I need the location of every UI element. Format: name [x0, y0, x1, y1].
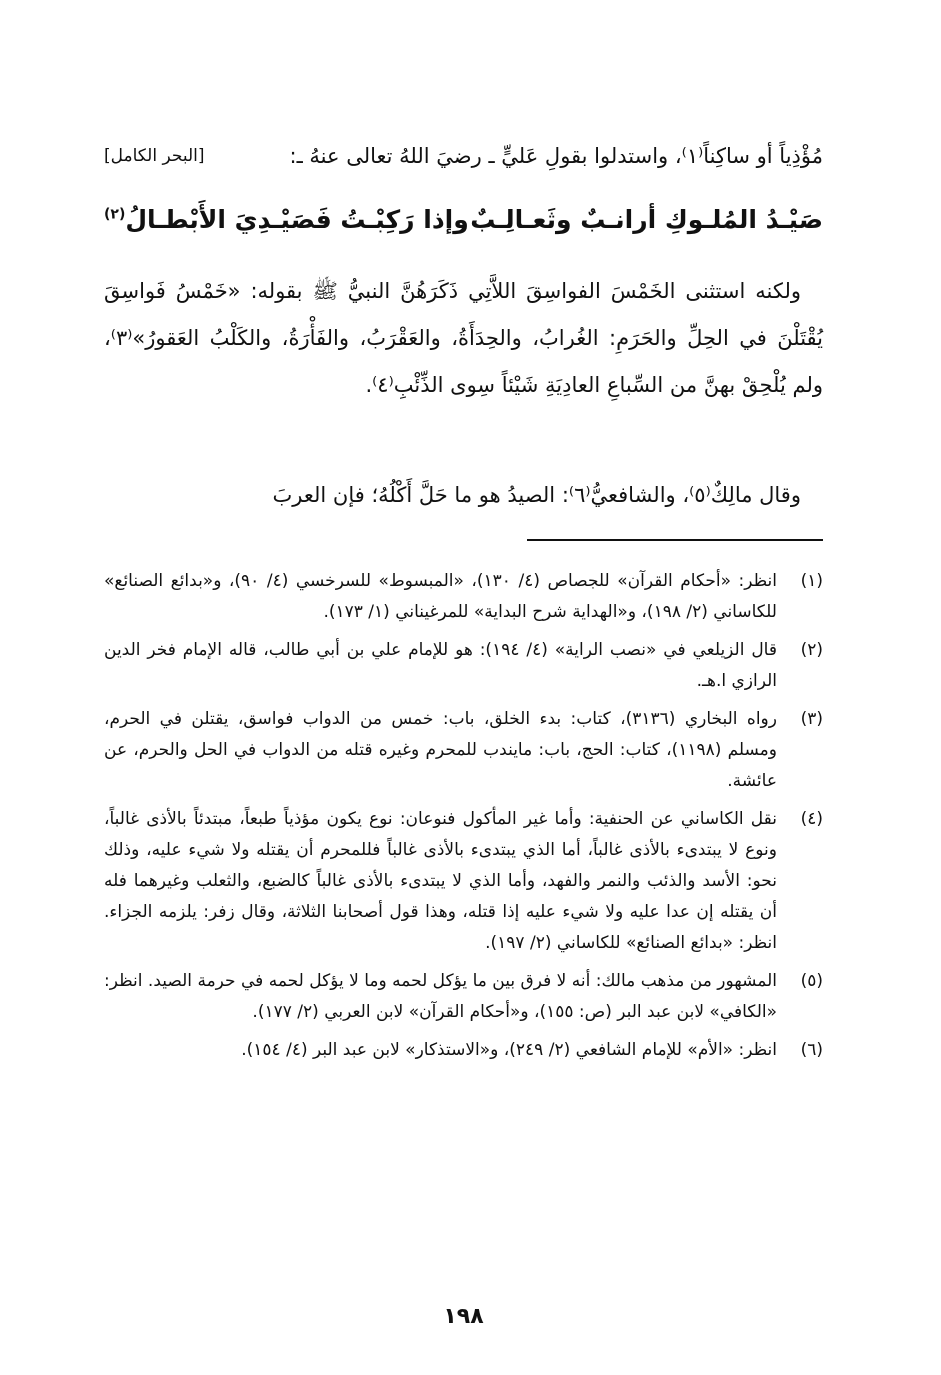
- footnote-number: (١): [800, 571, 823, 591]
- footnote-item: [104, 566, 823, 628]
- footnote-text: انظر: «الأم» للإمام الشافعي (٢/ ٢٤٩)، و«الاستذكار» لابن عبد البر (٤/ ١٥٤).: [241, 1040, 777, 1060]
- poem-verse: [104, 195, 823, 245]
- footnote-text: رواه البخاري (٣١٣٦)، كتاب: بدء الخلق، باب: خمس من الدواب فواسق، يقتلن في الحرم، ومسلم (١١٩٨)، كتاب: الحج، باب: مايندب للمحرم وغيره قتله من الدواب في الحل والحرم، عن عائشة.: [104, 709, 777, 791]
- body-paragraph-malik-shafii: وقال مالِكٌ⁽٥⁾، والشافعيُّ⁽٦⁾: الصيدُ هو ما حَلَّ أَكْلُهُ؛ فإن العربَ: [272, 483, 801, 507]
- footnote-number: (٢): [800, 640, 823, 660]
- footnote-item: [104, 704, 823, 797]
- poem-second-hemistich: [104, 195, 469, 245]
- poetic-meter-label: [البحر الكامل]: [104, 146, 205, 166]
- footnotes-section: [104, 566, 823, 1073]
- poem-footnote-ref: (٢): [104, 206, 126, 223]
- footnote-number: (٤): [800, 809, 823, 829]
- poem-first-hemistich: صَيْـدُ المُلـوكِ أرانـبٌ وثَعـالِـبٌ: [470, 205, 823, 234]
- footnote-item: [104, 804, 823, 959]
- footnote-separator: [527, 539, 823, 541]
- body-paragraph-exceptions: ولكنه استثنى الخَمْسَ الفواسِقَ اللاَّتِي ذَكَرَهُنَّ النبيُّ ﷺ بقوله: «خَمْسُ فَواسِقَ يُقْتَلْنَ في الحِلِّ والحَرَمِ: الغُرابُ، والحِدَأَةُ، والعَقْرَبُ، والفَأْرَةُ، والكَلْبُ العَقورُ»⁽٣⁾، ولم يُلْحِقْ بهنَّ من السِّباعِ العادِيَةِ شَيْئاً سِوى الذِّئْبِ⁽٤⁾.: [104, 279, 823, 397]
- footnote-number: (٥): [800, 971, 823, 991]
- footnote-number: (٦): [800, 1040, 823, 1060]
- footnote-text: قال الزيلعي في «نصب الراية» (٤/ ١٩٤): هو للإمام علي بن أبي طالب، قاله الإمام فخر الدين الرازي ا.هـ.: [104, 640, 777, 691]
- page-number: ١٩٨: [443, 1304, 484, 1329]
- verse-intro-line: [104, 136, 823, 176]
- footnote-text: المشهور من مذهب مالك: أنه لا فرق بين ما يؤكل لحمه وما لا يؤكل لحمه في حرمة الصيد. انظر: «الكافي» لابن عبد البر (ص: ١٥٥)، و«أحكام القرآن» لابن العربي (٢/ ١٧٧).: [104, 971, 777, 1022]
- verse-intro-text: مُؤْذِياً أو ساكِناً⁽١⁾، واستدلوا بقولِ عَليٍّ ـ رضيَ اللهُ تعالى عنهُ ـ:: [289, 144, 823, 168]
- footnote-text: انظر: «أحكام القرآن» للجصاص (٤/ ١٣٠)، «المبسوط» للسرخسي (٤/ ٩٠)، و«بدائع الصنائع» للكاساني (٢/ ١٩٨)، و«الهداية شرح البداية» للمرغيناني (١/ ١٧٣).: [104, 571, 777, 622]
- footnote-item: [104, 635, 823, 697]
- footnote-item: [104, 1035, 823, 1066]
- footnote-number: (٣): [800, 709, 823, 729]
- footnote-item: [104, 966, 823, 1028]
- poem-second-hemistich-text: وإذا رَكِبْـتُ فَصَيْـدِيَ الأَبْطـالُ: [125, 205, 469, 234]
- footnote-text: نقل الكاساني عن الحنفية: وأما غير المأكول فنوعان: نوع يكون مؤذياً طبعاً، مبتدئاً بالأذى غالباً، ونوع لا يبتدىء بالأذى غالباً، أما الذي يبتدىء بالأذى غالباً فللمحرم أن يقتله ولا شيء عليه، وذلك نحو: الأسد والذئب والنمر والفهد، وأما الذي لا يبتدىء بالأذى غالباً كالضبع، والثعلب وغيرهما فله أن يقتله إن عدا عليه ولا شيء عليه إذا قتله، وهذا قول أصحابنا الثلاثة، وقال زفر: يلزمه الجزاء. انظر: «بدائع الصنائع» للكاساني (٢/ ١٩٧).: [104, 809, 777, 953]
- book-page: [104, 0, 823, 1375]
